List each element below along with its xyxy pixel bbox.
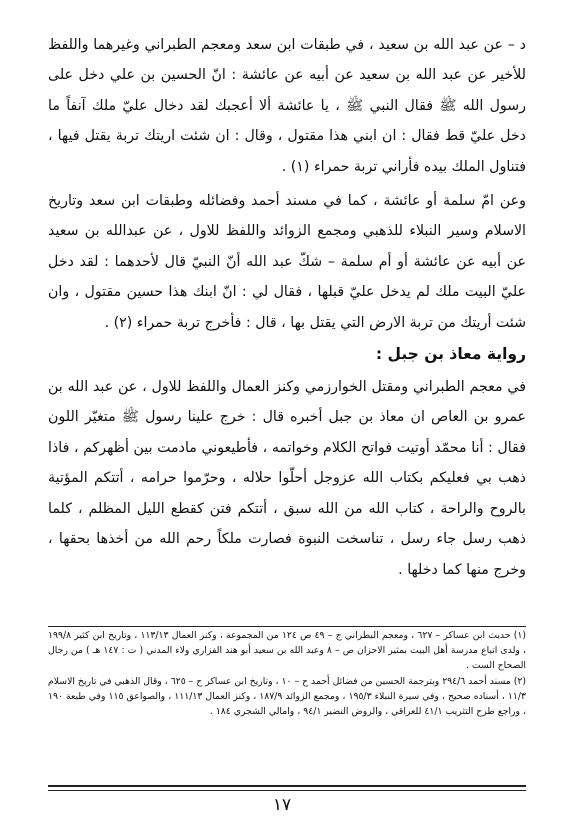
bottom-rule-thin bbox=[48, 790, 526, 791]
section-heading-muadh: رواية معاذ بن جبل : bbox=[375, 345, 526, 364]
footnote-2: (٢) مسند أحمد ٢٩٤/٦ وبترجمة الحسين من فضائل أحمد ح – ١٠ ، وتاريخ ابن عساكر ح – ٦٢٥ ، وقال الذهبي في تاريخ الاسلام ١١/٣ ، أسناده صحيح ، وفي سيرة النبلاء ١٩٥/٣ ، ومجمع الزوائد ١٨٧/٩ ، وكنز العمال ١١١/١٣ ، والصواعق ١١٥ وفي طبعة ١٩٠ ، وراجع طرح التثريب ٤١/١ للعراقي ، والروض النضير ٩٤/١ ، وامالي الشجري ١٨٤ . bbox=[48, 675, 526, 718]
paragraph-umm-salama: وعن امّ سلمة أو عائشة ، كما في مسند أحمد وفضائله وطبقات ابن سعد وتاريخ الاسلام وسير النبلاء للذهبي ومجمع الزوائد واللفظ للاول ، عن عبدالله بن سعيد عن أبيه عن عائشة أو أم سلمة – شكّ عبد الله أنّ النبيّ قال لأحدهما : لقد دخل عليّ البيت ملك لم يدخل عليّ قبلها ، فقال لي : انّ ابنك هذا حسين مقتول ، وان شئت أريتك من تربة الارض التي يقتل بها ، قال : فأخرج تربة حمراء (٢) . bbox=[48, 193, 526, 331]
main-text-block bbox=[48, 30, 526, 585]
footnote-1: (١) حديث ابن عساكر – ٦٢٧ ، ومعجم البطراني ج – ٤٩ ص ١٢٤ من المجموعة ، وكنز العمال ١١٣/١٣ ، وتاريخ ابن كثير ١٩٩/٨ ، ولدى اتباع مدرسة أهل البيت بمثير الاحزان ص – ٨ وعبد الله بن سعيد أبو هند الفزاري ولاء المدني ( ت : ١٤٧ هـ ) من رجال الصحاح الست . bbox=[48, 630, 527, 672]
bottom-rule-thick bbox=[48, 785, 526, 787]
page-number: ١٧ bbox=[272, 795, 292, 815]
paragraph-muadh-narration: في معجم الطبراني ومقتل الخوارزمي وكنز العمال واللفظ للاول ، عن عبد الله بن عمرو بن العاص ان معاذ بن جبل أخبره قال : خرج علينا رسول ﷺ متغيّر اللون فقال : أنا محمّد أوتيت فواتح الكلام وخواتمه ، فأطيعوني مادمت بين أظهركم ، فاذا ذهب بي فعليكم بكتاب الله عزوجل أحلّوا حلاله ، وحرّموا حرامه ، أتتكم المؤتية بالروح والراحة ، كتاب الله من الله سبق ، أتتكم فتن كقطع الليل المظلم ، كلما ذهب رسل جاء رسل ، تناسخت النبوة فصارت ملكاً رحم الله من أخذها بحقها ، وخرج منها كما دخلها . bbox=[48, 379, 526, 578]
footnotes-block bbox=[48, 628, 526, 719]
footnote-divider bbox=[48, 626, 526, 627]
paragraph-abdullah-bin-said: د – عن عبد الله بن سعيد ، في طبقات ابن سعد ومعجم الطبراني وغيرهما واللفظ للأخير عن عبد الله بن سعيد عن أبيه عن عائشة : انّ الحسين بن علي دخل على رسول الله ﷺ فقال النبي ﷺ ، يا عائشة ألا أعجبك لقد دخال عليّ ملك آنفاً ما دخل عليّ قط فقال : ان ابني هذا مقتول ، وقال : ان شئت اريتك تربة يقتل فيها ، فتناول الملك بيده فأراني تربة حمراء (١) . bbox=[48, 37, 526, 175]
